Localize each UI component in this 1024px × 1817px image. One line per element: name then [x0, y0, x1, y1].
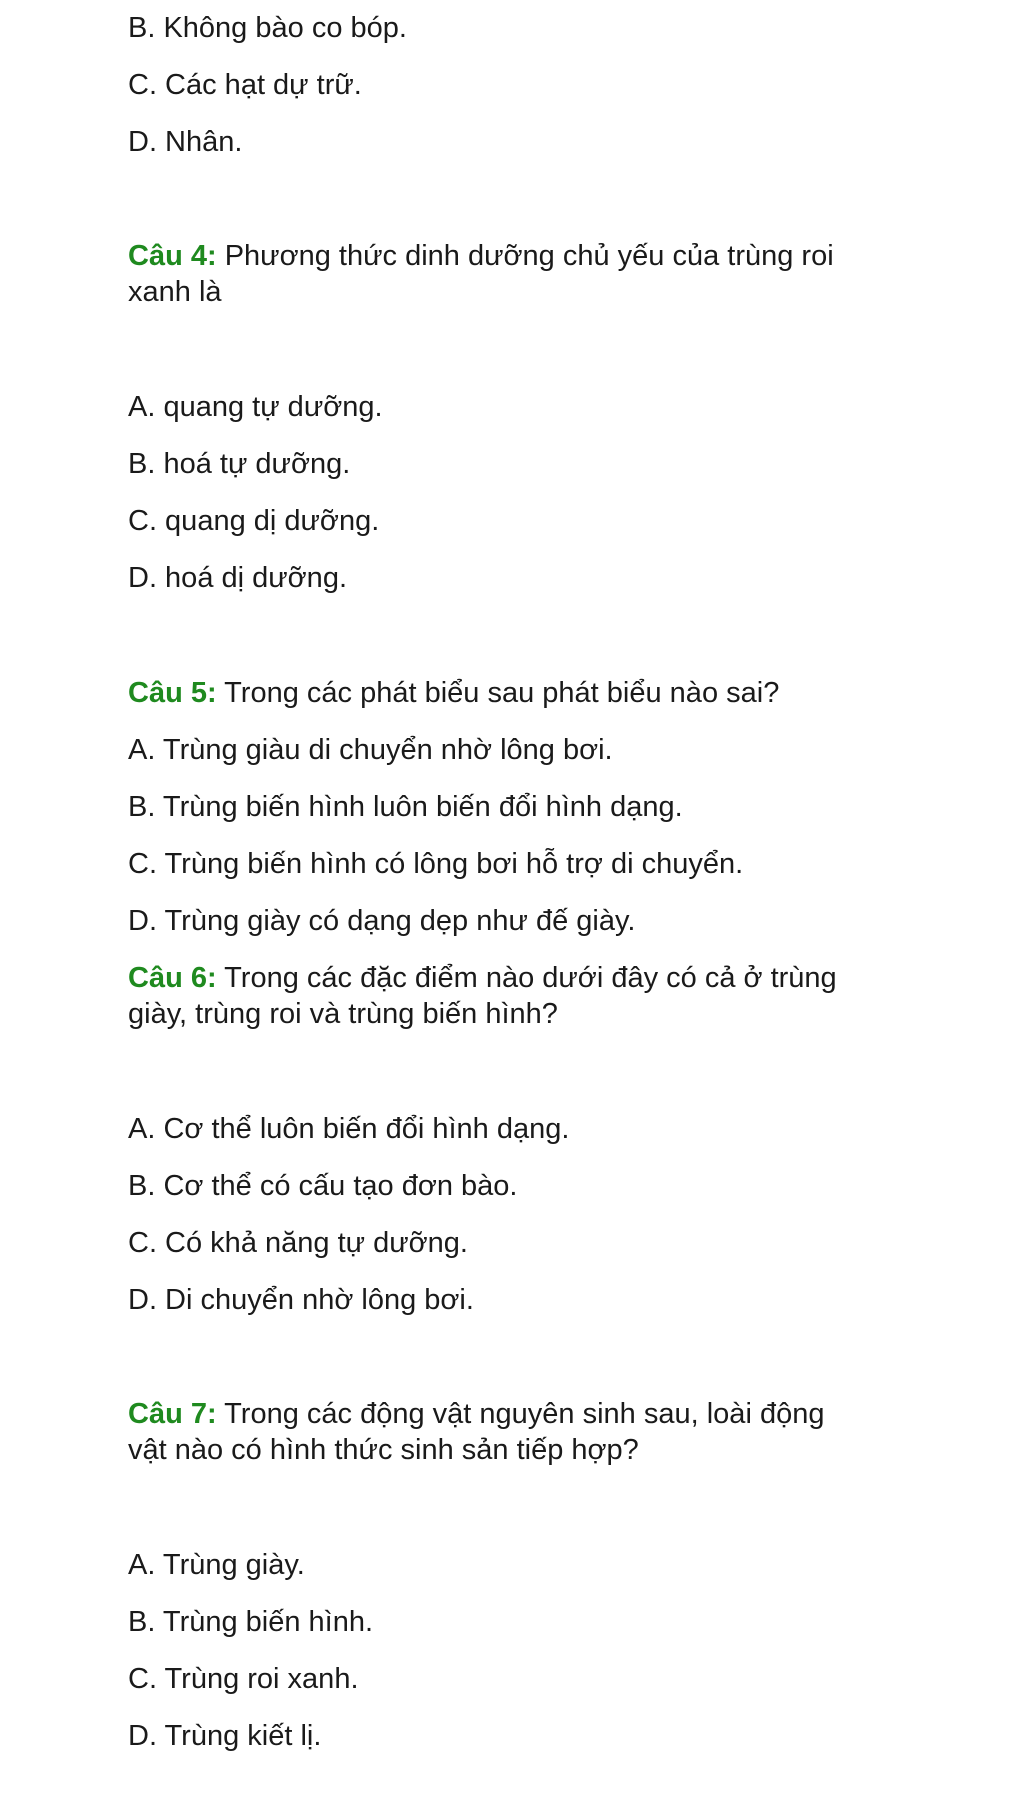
q3-option-b: B. Không bào co bóp.: [128, 12, 407, 44]
q7-text-line1: Trong các động vật nguyên sinh sau, loài động: [216, 1398, 825, 1430]
q7-option-c: C. Trùng roi xanh.: [128, 1663, 359, 1695]
q7-text-line2: vật nào có hình thức sinh sản tiếp hợp?: [128, 1434, 639, 1466]
q5-question: [128, 675, 779, 711]
q6-option-d: D. Di chuyển nhờ lông bơi.: [128, 1284, 474, 1316]
q4-text-line1: Phương thức dinh dưỡng chủ yếu của trùng roi: [216, 240, 834, 272]
q5-option-d: D. Trùng giày có dạng dẹp như đế giày.: [128, 905, 636, 937]
q4-option-d: D. hoá dị dưỡng.: [128, 562, 348, 594]
q6-option-a: A. Cơ thể luôn biến đổi hình dạng.: [128, 1113, 570, 1145]
q7-option-b: B. Trùng biến hình.: [128, 1606, 374, 1638]
q5-label: Câu 5:: [128, 677, 217, 709]
q4-question: [128, 238, 834, 274]
q6-option-c: C. Có khả năng tự dưỡng.: [128, 1227, 468, 1259]
q6-text-line1: Trong các đặc điểm nào dưới đây có cả ở trùng: [216, 962, 837, 994]
q7-option-a: A. Trùng giày.: [128, 1549, 305, 1581]
q6-option-b: B. Cơ thể có cấu tạo đơn bào.: [128, 1170, 518, 1202]
q3-option-d: D. Nhân.: [128, 126, 243, 158]
q6-text-line2: giày, trùng roi và trùng biến hình?: [128, 998, 558, 1030]
q3-option-c: C. Các hạt dự trữ.: [128, 69, 362, 101]
q7-label: Câu 7:: [128, 1398, 217, 1430]
q5-option-b: B. Trùng biến hình luôn biến đổi hình dạng.: [128, 791, 683, 823]
q6-label: Câu 6:: [128, 962, 217, 994]
q4-text-line2: xanh là: [128, 276, 222, 308]
q7-option-d: D. Trùng kiết lị.: [128, 1720, 322, 1752]
q5-option-c: C. Trùng biến hình có lông bơi hỗ trợ di chuyển.: [128, 848, 744, 880]
q4-option-c: C. quang dị dưỡng.: [128, 505, 380, 537]
q4-option-a: A. quang tự dưỡng.: [128, 391, 383, 423]
q4-option-b: B. hoá tự dưỡng.: [128, 448, 351, 480]
q6-question: [128, 960, 837, 996]
q7-question: [128, 1396, 824, 1432]
q5-option-a: A. Trùng giàu di chuyển nhờ lông bơi.: [128, 734, 613, 766]
q5-text-line1: Trong các phát biểu sau phát biểu nào sai?: [216, 677, 780, 709]
q4-label: Câu 4:: [128, 240, 217, 272]
